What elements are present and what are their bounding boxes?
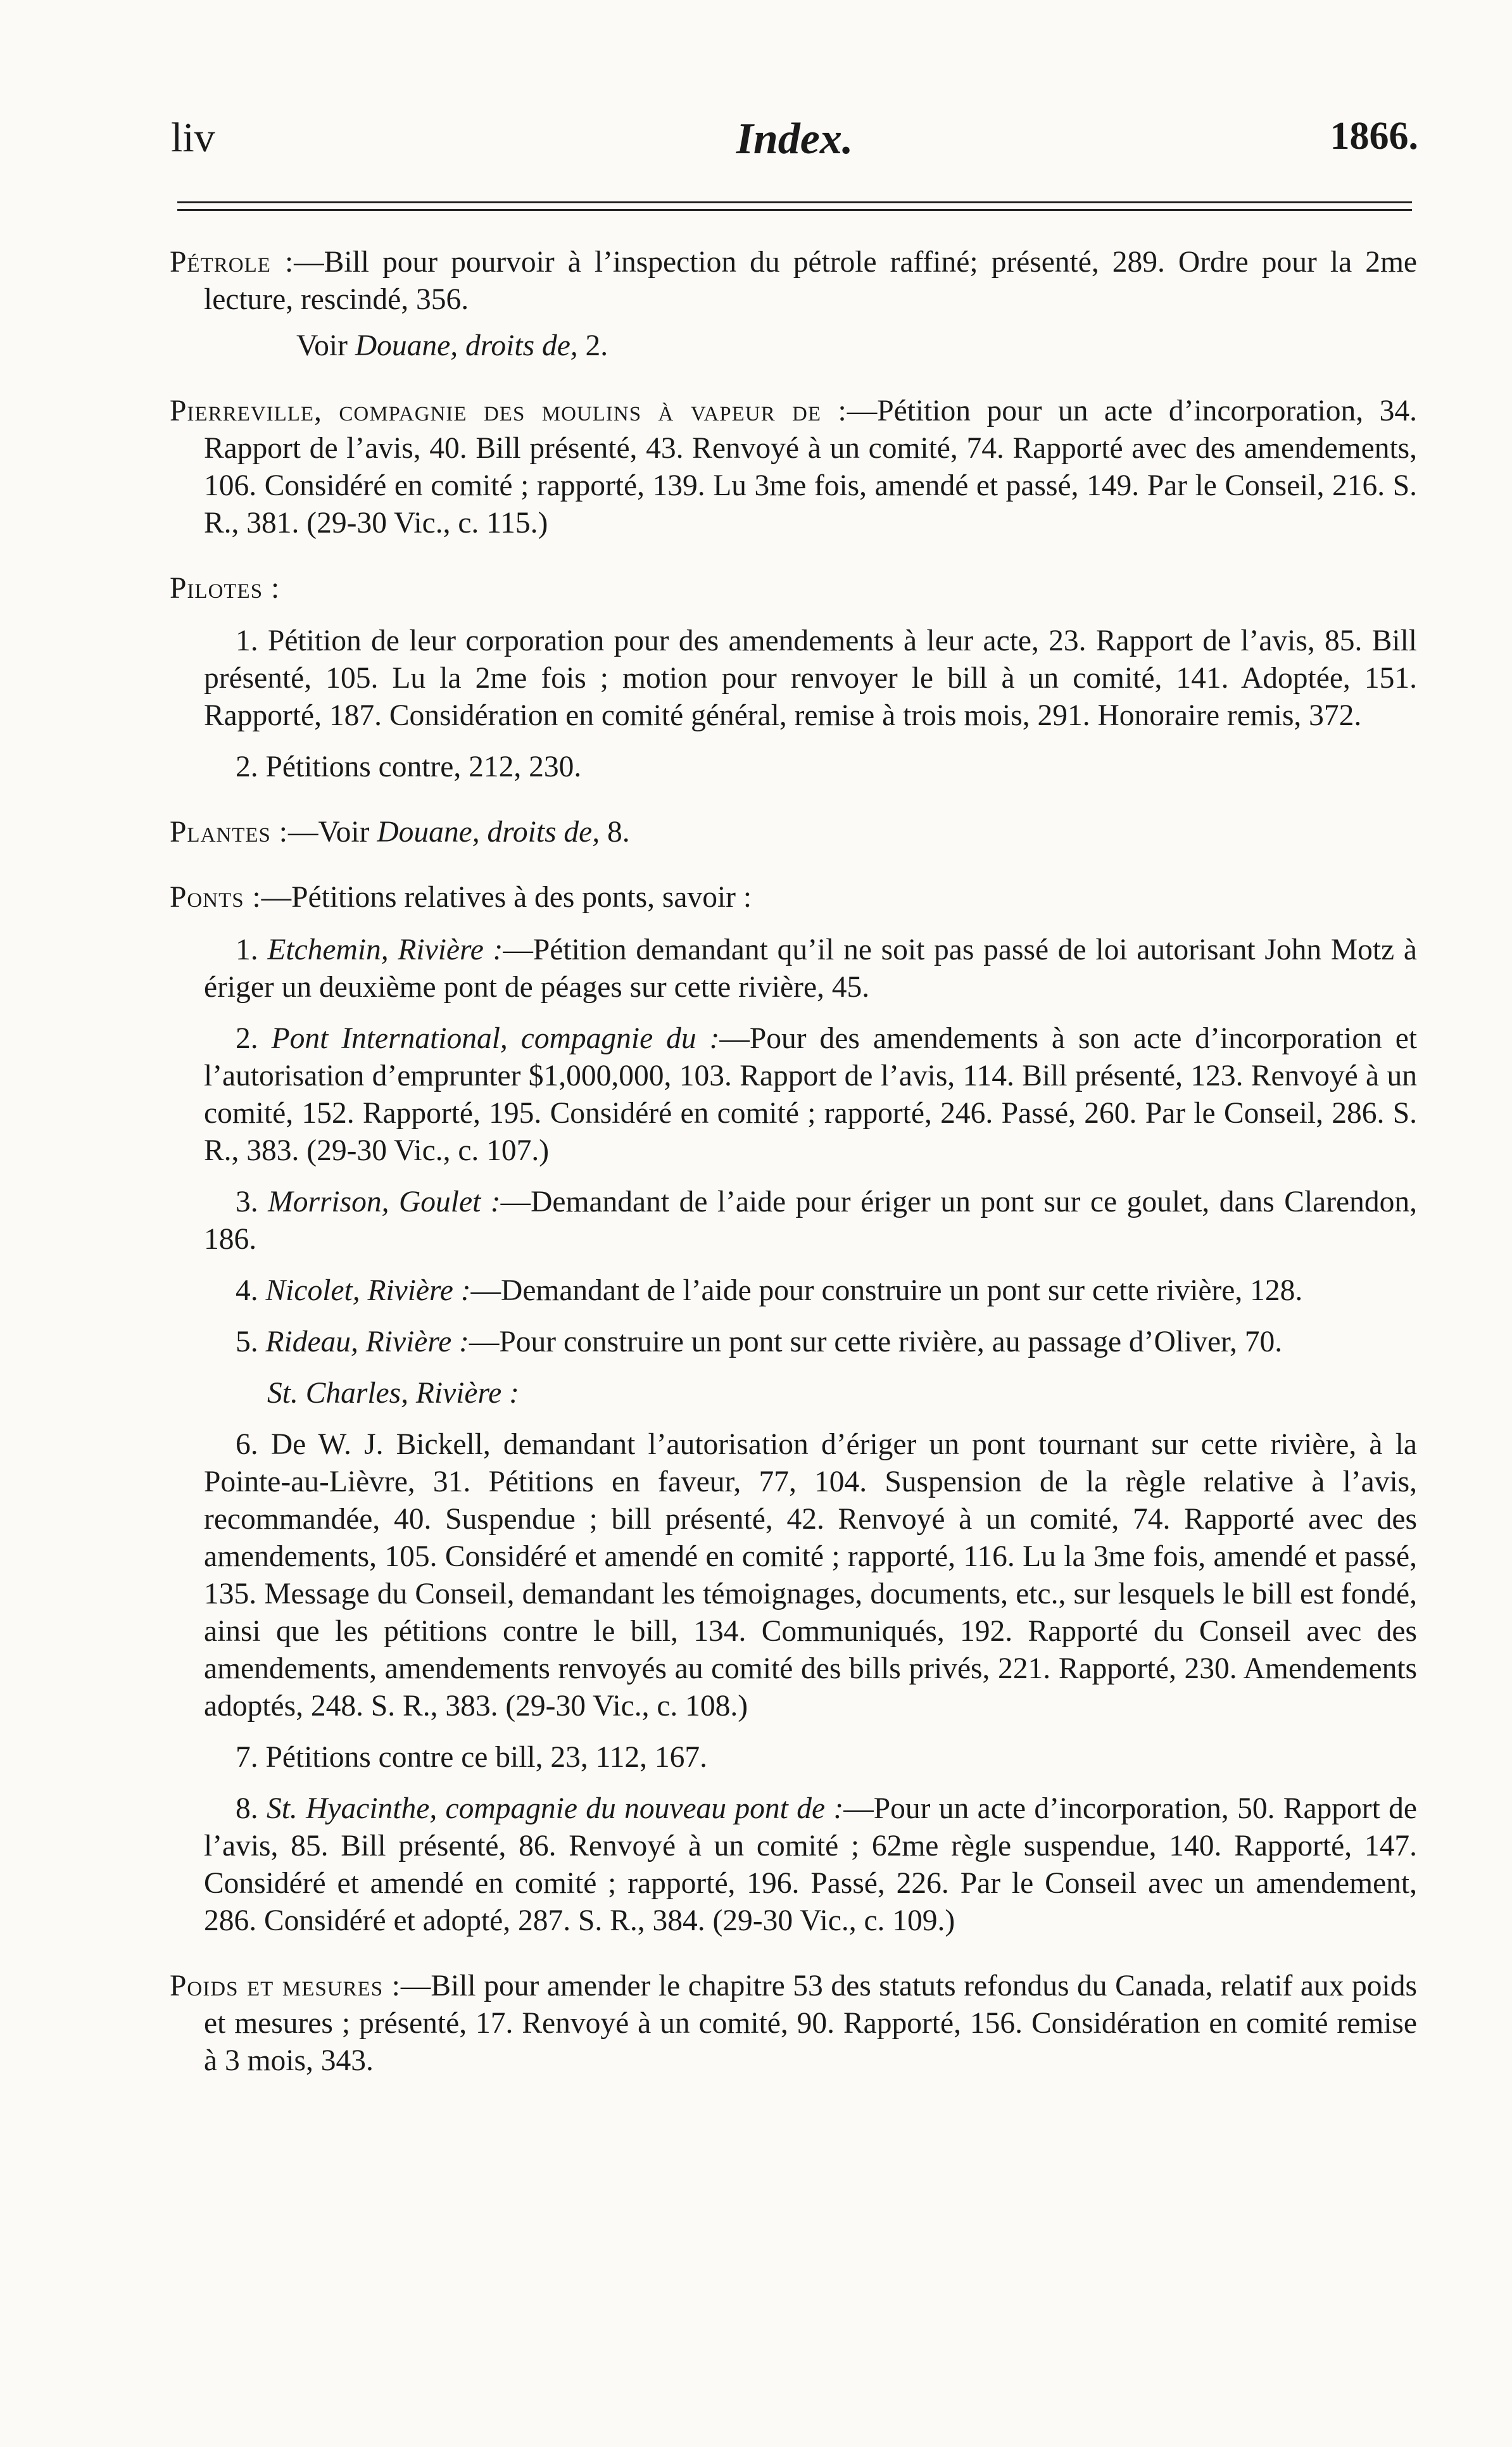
item-title: Pont International, compagnie du : (271, 1022, 720, 1055)
cross-reference (170, 327, 1417, 365)
entry-heading: Pétrole : (170, 246, 294, 279)
index-body (170, 244, 1417, 2108)
ponts-subheading-st-charles: St. Charles, Rivière : (267, 1377, 519, 1410)
item-number: 4. (236, 1274, 258, 1307)
header-rule-bottom (177, 209, 1412, 211)
entry-heading: Ponts : (170, 881, 261, 914)
ponts-item-1 (204, 932, 1417, 1006)
voir-number: 8. (600, 816, 630, 849)
ponts-item-2 (204, 1020, 1417, 1170)
ponts-item-6: 6. De W. J. Bickell, demandant l’autorisation d’ériger un pont tournant sur cette rivière, à la Pointe-au-Lièvre, 31. Pétitions en faveur, 77, 104. Suspension de la règle relative à l’avis, recommandée, 40. Suspendue ; bill présenté, 42. Renvoyé à un comité, 74. Rapporté avec des amendements, 105. Considéré et amendé en comité ; rapporté, 116. Lu la 3me fois, amendé et passé, 135. Message du Conseil, demandant les témoignages, documents, etc., sur lesquels le bill est fondé, ainsi que les pétitions contre le bill, 134. Communiqués, 192. Rapporté du Conseil avec des amendements, amendements renvoyés au comité des bills privés, 221. Rapporté, 230. Amendements adoptés, 248. S. R., 383. (29-30 Vic., c. 108.) (204, 1428, 1417, 1723)
entry-poids-et-mesures (170, 1968, 1417, 2080)
entry-plantes (170, 814, 1417, 851)
ponts-item-5 (204, 1324, 1417, 1361)
voir-target: Douane, droits de, (355, 329, 578, 362)
voir-label: Voir (296, 329, 355, 362)
header-rule-top (177, 201, 1412, 203)
item-title: Etchemin, Rivière : (267, 933, 503, 966)
item-number: 3. (236, 1186, 258, 1218)
entry-heading: Pierreville, compagnie des moulins à vapeur de : (170, 395, 847, 427)
item-title: St. Hyacinthe, compagnie du nouveau pont de : (266, 1792, 844, 1825)
running-title: Index. (736, 115, 854, 163)
page-number: liv (171, 115, 215, 161)
pilotes-item-1: 1. Pétition de leur corporation pour des amendements à leur acte, 23. Rapport de l’avis, 85. Bill présenté, 105. Lu la 2me fois ; motion pour renvoyer le bill à un comité, 141. Adoptée, 151. Rapporté, 187. Considération en comité général, remise à trois mois, 291. Honoraire remis, 372. (204, 624, 1417, 732)
entry-text: —Pétitions relatives à des ponts, savoir : (261, 881, 752, 914)
item-text: —Pour un acte d’incorporation, 50. Rapport de l’avis, 85. Bill présenté, 86. Renvoyé à un comité ; 62me règle suspendue, 140. Rapporté, 147. Considéré et amendé en comité ; rapporté, 196. Passé, 226. Par le Conseil avec un amendement, 286. Considéré et adopté, 287. S. R., 384. (29-30 Vic., c. 109.) (204, 1792, 1417, 1937)
entry-text: —Bill pour amender le chapitre 53 des statuts refondus du Canada, relatif aux poids et mesures ; présenté, 17. Renvoyé à un comité, 90. Rapporté, 156. Considération en comité remise à 3 mois, 343. (204, 1970, 1417, 2077)
item-text: —Pour des amendements à son acte d’incorporation et l’autorisation d’emprunter $1,000,000, 103. Rapport de l’avis, 114. Bill présenté, 123. Renvoyé à un comité, 152. Rapporté, 195. Considéré en comité ; rapporté, 246. Passé, 260. Par le Conseil, 286. S. R., 383. (29-30 Vic., c. 107.) (204, 1022, 1417, 1167)
entry-pierreville (170, 393, 1417, 542)
pilotes-item-2: 2. Pétitions contre, 212, 230. (236, 750, 582, 783)
item-number: 1. (236, 933, 258, 966)
item-title: Nicolet, Rivière : (265, 1274, 471, 1307)
entry-pilotes (170, 570, 1417, 607)
ponts-item-7: 7. Pétitions contre ce bill, 23, 112, 167. (236, 1741, 707, 1774)
entry-petrole (170, 244, 1417, 319)
voir-target: Douane, droits de, (377, 816, 600, 849)
item-number: 8. (236, 1792, 258, 1825)
entry-text: —Pétition pour un acte d’incorporation, 34. Rapport de l’avis, 40. Bill présenté, 43. Renvoyé à un comité, 74. Rapporté avec des amendements, 106. Considéré en comité ; rapporté, 139. Lu 3me fois, amendé et passé, 149. Par le Conseil, 216. S. R., 381. (29-30 Vic., c. 115.) (204, 395, 1417, 540)
item-text: —Demandant de l’aide pour ériger un pont sur ce goulet, dans Clarendon, 186. (204, 1186, 1418, 1256)
entry-heading: Poids et mesures : (170, 1970, 401, 2002)
page-header (171, 114, 1418, 171)
ponts-item-4 (204, 1272, 1417, 1310)
item-text: —Pétition demandant qu’il ne soit pas passé de loi autorisant John Motz à ériger un deuxième pont de péages sur cette rivière, 45. (204, 933, 1417, 1004)
item-title: Rideau, Rivière : (265, 1325, 469, 1358)
ponts-item-8 (204, 1790, 1417, 1940)
item-text: —Demandant de l’aide pour construire un pont sur cette rivière, 128. (470, 1274, 1303, 1307)
voir-number: 2. (577, 329, 608, 362)
item-title: Morrison, Goulet : (268, 1186, 501, 1218)
item-number: 5. (236, 1325, 258, 1358)
ponts-item-3 (204, 1184, 1417, 1258)
entry-text: —Bill pour pourvoir à l’inspection du pétrole raffiné; présenté, 289. Ordre pour la 2me lecture, rescindé, 356. (204, 246, 1417, 316)
entry-heading: Plantes : (170, 816, 288, 849)
entry-heading: Pilotes : (170, 572, 280, 605)
plantes-voir-label: —Voir (287, 816, 377, 849)
header-year: 1866. (1330, 115, 1418, 158)
entry-ponts (170, 879, 1417, 916)
item-number: 2. (236, 1022, 258, 1055)
item-text: —Pour construire un pont sur cette rivière, au passage d’Oliver, 70. (469, 1325, 1283, 1358)
